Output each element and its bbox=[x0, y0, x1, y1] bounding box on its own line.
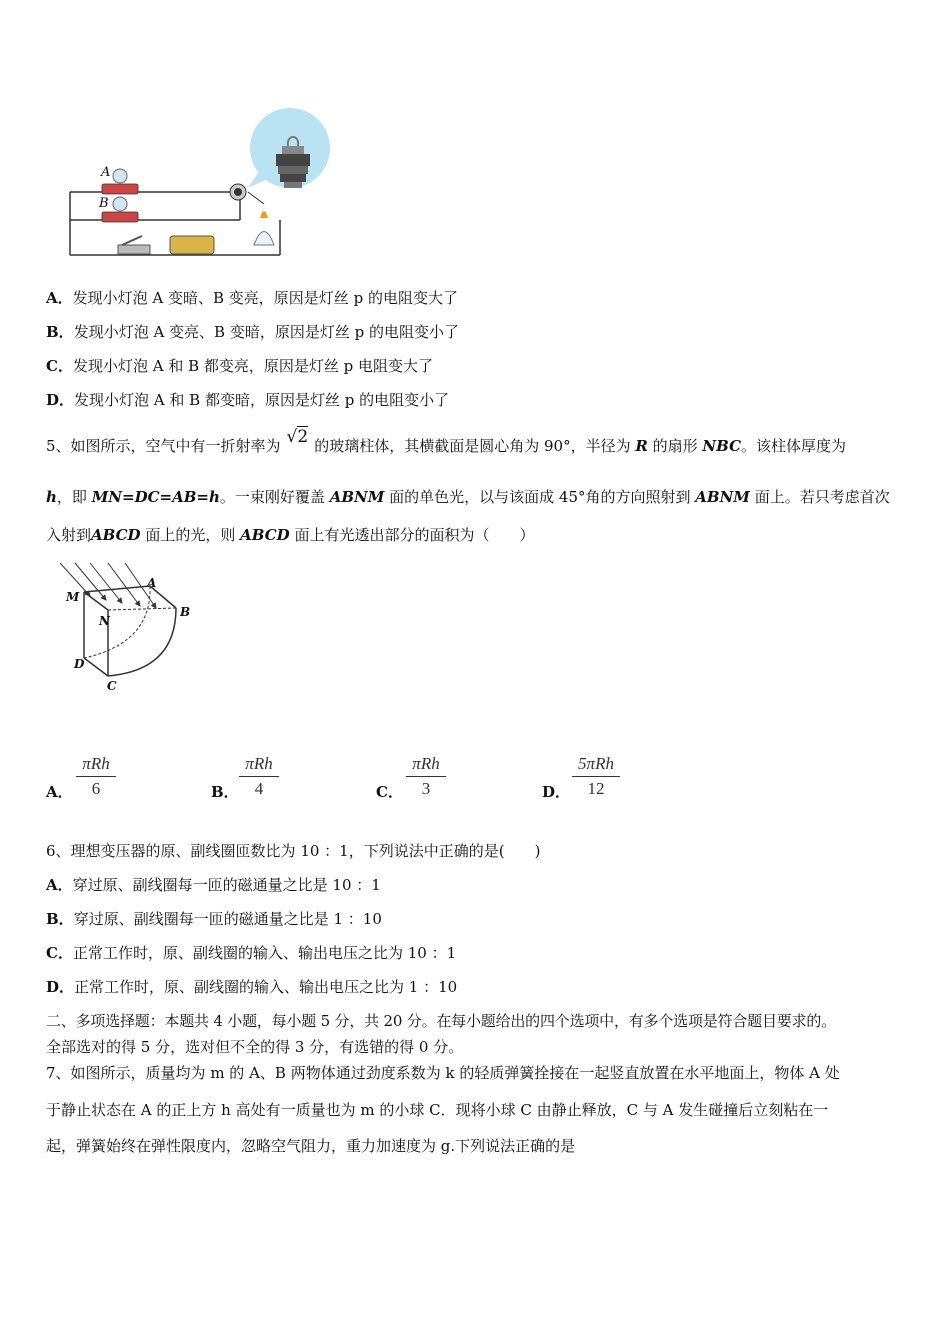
q5-text: 的扇形 bbox=[652, 437, 698, 455]
var-h: h bbox=[46, 488, 57, 506]
q4-option-a[interactable] bbox=[46, 287, 458, 308]
option-text: 发现小灯泡 A 和 B 都变暗，原因是灯丝 p 的电阻变小了 bbox=[74, 391, 450, 409]
q7-line-1: 7、如图所示，质量均为 m 的 A、B 两物体通过劲度系数为 k 的轻质弹簧拴接在一起竖直放置在水平地面上，物体 A 处 bbox=[46, 1064, 840, 1082]
fraction bbox=[406, 754, 446, 799]
fraction-numerator: πRh bbox=[406, 754, 446, 777]
circuit-figure bbox=[60, 100, 350, 265]
q6-option-b[interactable] bbox=[46, 908, 382, 929]
q6-option-d[interactable] bbox=[46, 976, 457, 997]
sqrt-index: 2 bbox=[297, 427, 309, 447]
fraction-denominator: 12 bbox=[587, 779, 605, 798]
fig-label-a: A bbox=[147, 576, 157, 590]
q7-line-2: 于静止状态在 A 的正上方 h 高处有一质量也为 m 的小球 C．现将小球 C 由静止释放，C 与 A 发生碰撞后立刻粘在一 bbox=[46, 1101, 829, 1119]
q5-text: 5、如图所示，空气中有一折射率为 bbox=[46, 437, 281, 455]
var-mn: MN=DC=AB=h bbox=[91, 488, 220, 506]
option-text: 穿过原、副线圈每一匝的磁通量之比是 1 ：10 bbox=[73, 910, 382, 928]
section-2-scoring: 全部选对的得 5 分，选对但不全的得 3 分，有选错的得 0 分。 bbox=[46, 1038, 464, 1056]
sqrt-symbol: √2 bbox=[286, 427, 309, 447]
q5-line-3 bbox=[46, 524, 534, 545]
var-r: R bbox=[635, 437, 648, 455]
lamp-a-label: A bbox=[101, 165, 111, 180]
option-label: D． bbox=[46, 978, 75, 996]
q5-option-a[interactable] bbox=[46, 754, 136, 804]
option-label: D． bbox=[46, 391, 75, 409]
fig-label-b: B bbox=[180, 605, 191, 619]
option-label: B． bbox=[46, 910, 74, 928]
q4-option-b[interactable] bbox=[46, 321, 459, 342]
fraction bbox=[572, 754, 620, 799]
fraction-numerator: πRh bbox=[76, 754, 116, 777]
q5-text: 面上。若只考虑首次 bbox=[754, 488, 890, 506]
q4-option-d[interactable] bbox=[46, 389, 449, 410]
var-nbc: NBC bbox=[702, 437, 742, 455]
fraction-denominator: 6 bbox=[91, 779, 101, 798]
prism-figure bbox=[60, 558, 210, 698]
q5-option-c[interactable] bbox=[376, 754, 466, 804]
q6-option-a[interactable] bbox=[46, 874, 381, 895]
q5-text: ，即 bbox=[56, 488, 87, 506]
fraction-numerator: 5πRh bbox=[572, 754, 620, 777]
fraction-denominator: 3 bbox=[421, 779, 431, 798]
lamp-b-label: B bbox=[99, 196, 109, 211]
q4-option-c[interactable] bbox=[46, 355, 433, 376]
fig-label-d: D bbox=[74, 657, 85, 671]
fraction bbox=[76, 754, 116, 799]
fig-label-n: N bbox=[99, 614, 110, 628]
option-label: B． bbox=[46, 323, 74, 341]
q6-option-c[interactable] bbox=[46, 942, 456, 963]
q5-text: 面的单色光，以与该面成 45°角的方向照射到 bbox=[389, 488, 691, 506]
q5-option-b[interactable] bbox=[211, 754, 301, 804]
option-label: A． bbox=[46, 783, 73, 801]
fig-label-m: M bbox=[66, 590, 80, 604]
fraction-numerator: πRh bbox=[239, 754, 279, 777]
q5-text: 。一束刚好覆盖 bbox=[219, 488, 325, 506]
q5-line-2 bbox=[46, 486, 890, 507]
option-text: 正常工作时，原、副线圈的输入、输出电压之比为 10 ：1 bbox=[72, 944, 457, 962]
section-2-heading: 二、多项选择题：本题共 4 小题，每小题 5 分，共 20 分。在每小题给出的四个选项中，有多个选项是符合题目要求的。 bbox=[46, 1012, 836, 1030]
q5-text: 面上有光透出部分的面积为（ ） bbox=[294, 526, 535, 544]
q5-line-1 bbox=[46, 427, 847, 456]
q5-option-d[interactable] bbox=[542, 754, 642, 804]
var-abcd: ABCD bbox=[240, 526, 290, 544]
option-label: D． bbox=[542, 783, 571, 801]
option-text: 发现小灯泡 A 变亮、B 变暗，原因是灯丝 p 的电阻变小了 bbox=[73, 323, 459, 341]
q7-line-3: 起，弹簧始终在弹性限度内，忽略空气阻力，重力加速度为 g.下列说法正确的是 bbox=[46, 1137, 576, 1155]
q5-text: 入射到 bbox=[46, 526, 92, 544]
var-abnm: ABNM bbox=[695, 488, 750, 506]
fig-label-c: C bbox=[107, 679, 117, 693]
option-text: 穿过原、副线圈每一匝的磁通量之比是 10 ：1 bbox=[72, 876, 381, 894]
q5-text: 面上的光，则 bbox=[145, 526, 236, 544]
q5-text: 的玻璃柱体，其横截面是圆心角为 90°，半径为 bbox=[314, 437, 631, 455]
option-label: C． bbox=[376, 783, 403, 801]
option-text: 正常工作时，原、副线圈的输入、输出电压之比为 1 ：10 bbox=[74, 978, 458, 996]
option-label: B． bbox=[211, 783, 239, 801]
q6-stem: 6、理想变压器的原、副线圈匝数比为 10 ：1，下列说法中正确的是( ) bbox=[46, 842, 541, 860]
option-label: A． bbox=[46, 876, 73, 894]
var-abnm: ABNM bbox=[329, 488, 385, 506]
option-text: 发现小灯泡 A 和 B 都变亮，原因是灯丝 p 电阻变大了 bbox=[72, 357, 434, 375]
var-abcd: ABCD bbox=[91, 526, 141, 544]
option-label: C． bbox=[46, 944, 73, 962]
fraction-denominator: 4 bbox=[254, 779, 264, 798]
fraction bbox=[239, 754, 279, 799]
option-label: A． bbox=[46, 289, 73, 307]
q5-text: 。该柱体厚度为 bbox=[741, 437, 847, 455]
option-text: 发现小灯泡 A 变暗、B 变亮，原因是灯丝 p 的电阻变大了 bbox=[72, 289, 458, 307]
option-label: C． bbox=[46, 357, 73, 375]
